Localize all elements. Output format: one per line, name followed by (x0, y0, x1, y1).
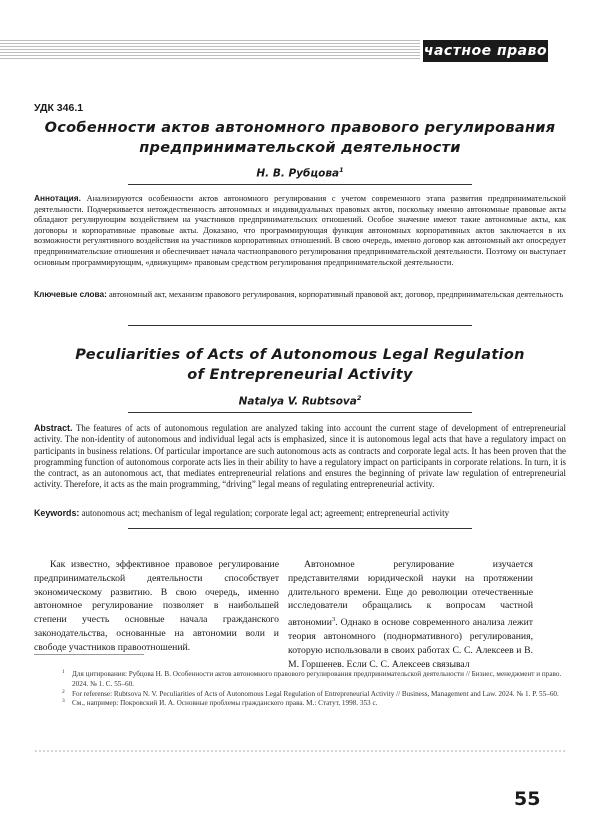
keywords-ru (34, 289, 566, 301)
dotted-divider (34, 750, 566, 752)
footnote-text: For referense: Rubtsova N. V. Peculiarities of Acts of Autonomous Legal Regulation of Entrepreneurial Activity // Business, Management and Law. 2024. № 1. P. 55–60. (72, 689, 559, 698)
author-en-name: Natalya V. Rubtsova (238, 395, 357, 408)
title-ru-line2: предпринимательской деятельности (139, 140, 461, 156)
footnote-text: Для цитирования: Рубцова Н. В. Особенности актов автономного правового регулирования предпринимательской деятельности // Бизнес, менеджмент и право. 2024. № 1. С. 55–60. (72, 670, 562, 688)
author-en (34, 394, 566, 408)
abstract-ru-text: Анализируются особенности актов автономного регулирования с учетом современного этапа развития предпринимательской деятельности. Подчеркивается нетождественность автономных и индивидуальных правовых актов, поскольку именно автономные правовые акты обладают регулирующим воздействием на участников предпринимательских отношений. Особое значение имеют такие автономные акты, как договоры и корпоративные правовые акты. Доказано, что программирующая функция автономных корпоративных актов заключается в их возможности регулятивного воздействия на участников корпоративных отношений. В свою очередь, именно договор как автономный акт опосредует предпринимательские отношения и обеспечивает начала частноправового регулирования предпринимательской деятельности. Поэтому он выступает основным программирующим, «движущим» правовым средством регулирования предпринимательской деятельности. (34, 194, 566, 267)
footnote-separator (34, 654, 144, 655)
title-en-line1: Peculiarities of Acts of Autonomous Legal Regulation (75, 347, 525, 363)
abstract-ru-label: Аннотация. (34, 193, 81, 203)
divider-en-top (128, 412, 472, 413)
divider-ru-top (128, 184, 472, 185)
author-ru-footnote-mark: 1 (339, 166, 344, 174)
author-ru (34, 166, 566, 180)
keywords-en-label: Keywords: (34, 508, 80, 518)
udk-code: УДК 346.1 (34, 102, 84, 114)
keywords-ru-label: Ключевые слова: (34, 289, 107, 299)
article-title-ru (34, 118, 566, 158)
page-number: 55 (514, 788, 541, 810)
footnote-item (34, 690, 566, 700)
keywords-en (34, 508, 566, 519)
body-column-right (288, 558, 533, 672)
keywords-ru-text: автономный акт, механизм правового регулирования, корпоративный правовой акт, договор, предпринимательская деятельность (108, 290, 564, 299)
footnote-number: 2 (62, 688, 65, 695)
divider-en-bottom (128, 528, 472, 529)
abstract-ru (34, 193, 566, 268)
footnote-ref: 3 (331, 616, 336, 624)
body-text: Автономное регулирование изучается представителями юридической науки на протяжении длительного времени. Еще до революции отечественные исследователи обращались к вопросам частной автономии (288, 559, 533, 629)
header-decoration (0, 40, 420, 60)
abstract-en (34, 423, 566, 491)
footnotes (34, 670, 566, 709)
author-ru-name: Н. В. Рубцова (256, 167, 340, 180)
footnote-item (34, 699, 566, 709)
body-column-left (34, 558, 279, 655)
body-paragraph (288, 558, 533, 672)
keywords-en-text: autonomous act; mechanism of legal regulation; corporate legal act; agreement; entrepreneurial activity (81, 508, 450, 518)
section-tag: частное право (423, 40, 548, 62)
divider-ru-bottom (128, 325, 472, 326)
title-en-line2: of Entrepreneurial Activity (187, 367, 413, 383)
title-ru-line1: Особенности актов автономного правового регулирования (44, 120, 556, 136)
footnote-item (34, 670, 566, 690)
abstract-en-label: Abstract. (34, 423, 73, 433)
footnote-text: См., например: Покровский И. А. Основные проблемы гражданского права. М.: Статут, 1998. 353 с. (72, 699, 378, 708)
body-paragraph: Как известно, эффективное правовое регулирование предпринимательской деятельности способствует экономическому развитию. В свою очередь, именно автономное регулирование позволяет в наибольшей степени учесть основные начала гражданского законодательства, основанные на автономии воли и свободе участников правоотношений. (34, 559, 279, 653)
footnote-number: 3 (62, 698, 65, 705)
footnote-number: 1 (62, 669, 65, 675)
article-title-en (34, 345, 566, 385)
author-en-footnote-mark: 2 (356, 394, 362, 402)
body-text: . Однако в основе современного анализа лежит теория автономного (поднормативного) регулирования, которую использовали в своих работах С. С. Алексеев и В. М. Горшенев. Если С. С. Алексеев связывал (288, 617, 533, 670)
abstract-en-text: The features of acts of autonomous regulation are analyzed taking into account the current stage of development of entrepreneurial activity. The non-identity of autonomous and individual legal acts is emphasized, since it is autonomous legal acts that have a regulatory impact on participants in business relations. Of particular importance are such autonomous acts as contracts and corporate legal acts. It has been proven that the programming function of autonomous corporate acts lies in their ability to have a regulatory impact on participants in corporate relations. In turn, it is the contract, as an autonomous act, that mediates entrepreneurial relations and ensures the beginning of private law regulation of entrepreneurial activity. Therefore, it acts as the main programming, “driving” legal means of regulating entrepreneurial activity. (34, 423, 566, 490)
running-header (0, 0, 600, 82)
